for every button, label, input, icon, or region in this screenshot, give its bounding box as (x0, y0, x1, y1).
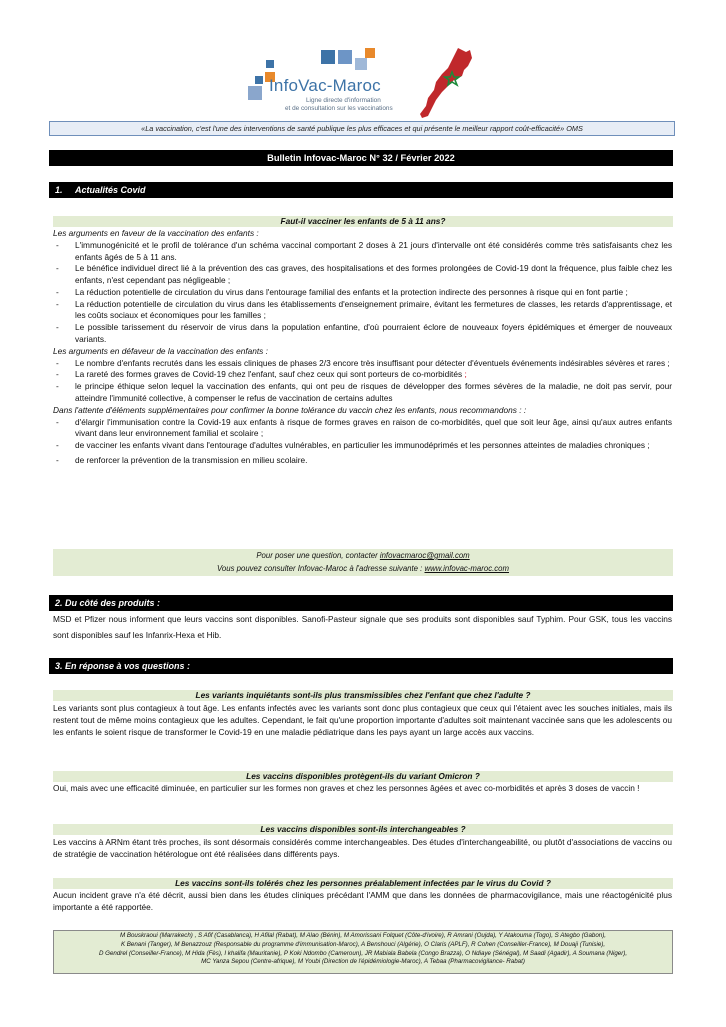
section-1-title: Actualités Covid (75, 185, 146, 195)
contact-text: Pour poser une question, contacter (256, 551, 380, 560)
section-2-header: 2. Du côté des produits : (49, 595, 673, 611)
list-item: - L'immunogénicité et le profil de tolérance d'un schéma vaccinal comportant 2 doses à 21 jours d'intervalle ont été considérés comme très satisfaisants chez les enfants âgés de 5 à 11 ans. (53, 240, 672, 264)
logo-square-icon (365, 48, 375, 58)
bulletin-title: Bulletin Infovac-Maroc N° 32 / Février 2022 (49, 150, 673, 166)
logo-square-icon (355, 58, 367, 70)
list-item: - le principe éthique selon lequel la vaccination des enfants, qui ont peu de risques de développer des formes sévères de la maladie, ne doit pas servir, pour atteindre l'immunité collective, à compenser le refus de vaccination de certains adultes (53, 381, 672, 405)
logo-square-icon (248, 86, 262, 100)
logo-subtitle (285, 97, 393, 113)
who-quote: «La vaccination, c'est l'une des interventions de santé publique les plus efficaces et qui présente le meilleur rapport coût-efficacité» OMS (49, 121, 675, 136)
list-item: - Le possible tarissement du réservoir de virus dans la population enfantine, d'où pourraient éclore de nouveaux foyers épidémiques et émerger de nouveaux variants. (53, 322, 672, 346)
con-arguments-list (53, 358, 672, 405)
footer-line: D Gendrel (Conseiller-France), M Hida (Fès), I khalifa (Mauritanie), P Koki Ndombo (Cameroun), JR Mabiala Babela (Congo Brazza), O Ndiaye (Sénégal), M Saadi (Agadir), A Soumana (Niger), (98, 949, 628, 957)
qa-question: Les vaccins disponibles sont-ils interchangeables ? (53, 824, 673, 835)
logo-subtitle-line: Ligne directe d'information (306, 97, 381, 104)
contact-box (53, 549, 673, 576)
list-item: - de vacciner les enfants vivant dans l'entourage d'adultes vulnérables, en particulier les immunodéprimés et les personnes atteintes de maladies chroniques ; (53, 440, 672, 452)
footer-line: M Bouskraoui (Marrakech) , S Afif (Casablanca), H Afilal (Rabat), M Alao (Bénin), M Amorissani Folquet (Côte-d'ivoire), R Amrani (Oujda), Y Atakouma (Togo), S Ategbo (Gabon), (119, 932, 607, 939)
recommendations-list (53, 417, 672, 467)
logo-square-icon (321, 50, 335, 64)
list-item: - Le nombre d'enfants recrutés dans les essais cliniques de phases 2/3 encore très insuffisant pour détecter d'éventuels événements indésirables sévères et rares ; (53, 358, 672, 370)
logo-subtitle-line: et de consultation sur les vaccinations (285, 105, 393, 112)
list-item: - La réduction potentielle de circulation du virus dans les établissements d'enseignement primaire, évitant les fermetures de classes, les retards d'apprentissage, et les coûts sociaux et économiques pour les familles ; (53, 299, 672, 323)
contact-line (53, 549, 673, 562)
section-1-header (49, 182, 673, 198)
list-item-text: La rareté des formes graves de Covid-19 chez l'enfant, sauf chez ceux qui sont porteurs de co-morbidités (75, 369, 463, 380)
con-arguments-heading: Les arguments en défaveur de la vaccination des enfants : (53, 345, 268, 356)
logo-square-icon (266, 60, 274, 68)
section-1-number: 1. (55, 185, 63, 195)
pro-arguments-list (53, 240, 672, 346)
list-item: - d'élargir l'immunisation contre la Covid-19 aux enfants à risque de formes graves en raison de co-morbidités, quel que soit leur âge, ainsi qu'aux autres enfants vivant dans leur environnement familial et scolaire ; (53, 417, 672, 441)
logo-title: InfoVac-Maroc (269, 76, 381, 95)
list-item: - de renforcer la prévention de la transmission en milieu scolaire. (53, 455, 672, 467)
morocco-map-icon (418, 46, 474, 120)
pro-arguments-heading: Les arguments en faveur de la vaccination des enfants : (53, 228, 259, 238)
recommendations-heading: Dans l'attente d'éléments supplémentaires pour confirmer la bonne tolérance du vaccin chez les enfants, nous recommandons : : (53, 404, 527, 415)
website-link[interactable]: www.infovac-maroc.com (424, 564, 509, 573)
contact-line (53, 562, 673, 575)
list-item: - La réduction potentielle de circulation du virus dans l'entourage familial des enfants et la protection indirecte des personnes à risque qui en font partie ; (53, 287, 672, 299)
list-item: - Le bénéfice individuel direct lié à la prévention des cas graves, des hospitalisations et des formes prolongées de Covid-19 dont la fréquence, plus faible chez les enfants, n'est cependant pas négligeable ; (53, 263, 672, 287)
contact-text: Vous pouvez consulter Infovac-Maroc à l'adresse suivante : (217, 564, 425, 573)
logo-square-icon (255, 76, 263, 84)
contact-email-link[interactable]: infovacmaroc@gmail.com (379, 551, 470, 560)
contributors-footer (53, 930, 673, 974)
footer-line: MC Yanza Sepou (Centre-afrique), M Youbi (Direction de l'épidémiologie-Maroc), A Tebaa (Pharmacovigilance- Rabat) (201, 958, 525, 966)
section-1-body (53, 228, 672, 467)
list-item (53, 369, 672, 381)
qa-question: Les vaccins sont-ils tolérés chez les personnes préalablement infectées par le virus du Covid ? (53, 878, 673, 889)
qa-answer: Aucun incident grave n'a été décrit, aussi bien dans les études cliniques précédant l'AMM que dans les données de pharmacovigilance, mais une réactogénicité plus importante a été rapportée. (53, 890, 672, 912)
logo-square-icon (338, 50, 352, 64)
qa-answer: Les variants sont plus contagieux à tout âge. Les enfants infectés avec les variants sont donc plus contagieux que ceux qui l'étaient avec les souches initiales, mais ils restent tout de même moins contagieux que les adultes. Cependant, le fait qu'une proportion importante d'adultes soit maintenant vaccinée sans que les adolescents ou les enfants le soient risque de transformer le Covid-19 en une maladie pédiatrique dans les pays ayant un large accès aux vaccins. (53, 703, 672, 737)
section-2-body: MSD et Pfizer nous informent que leurs vaccins sont disponibles. Sanofi-Pasteur signale que ses produits sont disponibles sauf Typhim. Pour GSK, tous les vaccins sont disponibles sauf les Infanrix-Hexa et Hib. (53, 614, 672, 640)
section-3-header: 3. En réponse à vos questions : (49, 658, 673, 674)
qa-answer: Les vaccins à ARNm étant très proches, ils sont désormais considérés comme interchangeables. Des études d'interchangeabilité, ou plutôt d'associations de vaccins ou de stratégie de vaccination hétérologue ont été réalisées dans différents pays. (53, 837, 672, 859)
qa-question: Les vaccins disponibles protègent-ils du variant Omicron ? (53, 771, 673, 782)
section-1-question: Faut-il vacciner les enfants de 5 à 11 ans? (53, 216, 673, 227)
qa-answer: Oui, mais avec une efficacité diminuée, en particulier sur les formes non graves et chez les personnes âgées et avec co-morbidités et après 3 doses de vaccin ! (53, 783, 640, 793)
footer-line: K Benani (Tanger), M Benazzouz (Responsable du programme d'immunisation-Maroc), A Benshouci (Algérie), O Claris (APLF), R Cohen (Conseiller-France), M Douaji (Tunisie), (120, 940, 606, 948)
qa-question: Les variants inquiétants sont-ils plus transmissibles chez l'enfant que chez l'adulte ? (53, 690, 673, 701)
list-item-suffix: ; (462, 369, 467, 380)
